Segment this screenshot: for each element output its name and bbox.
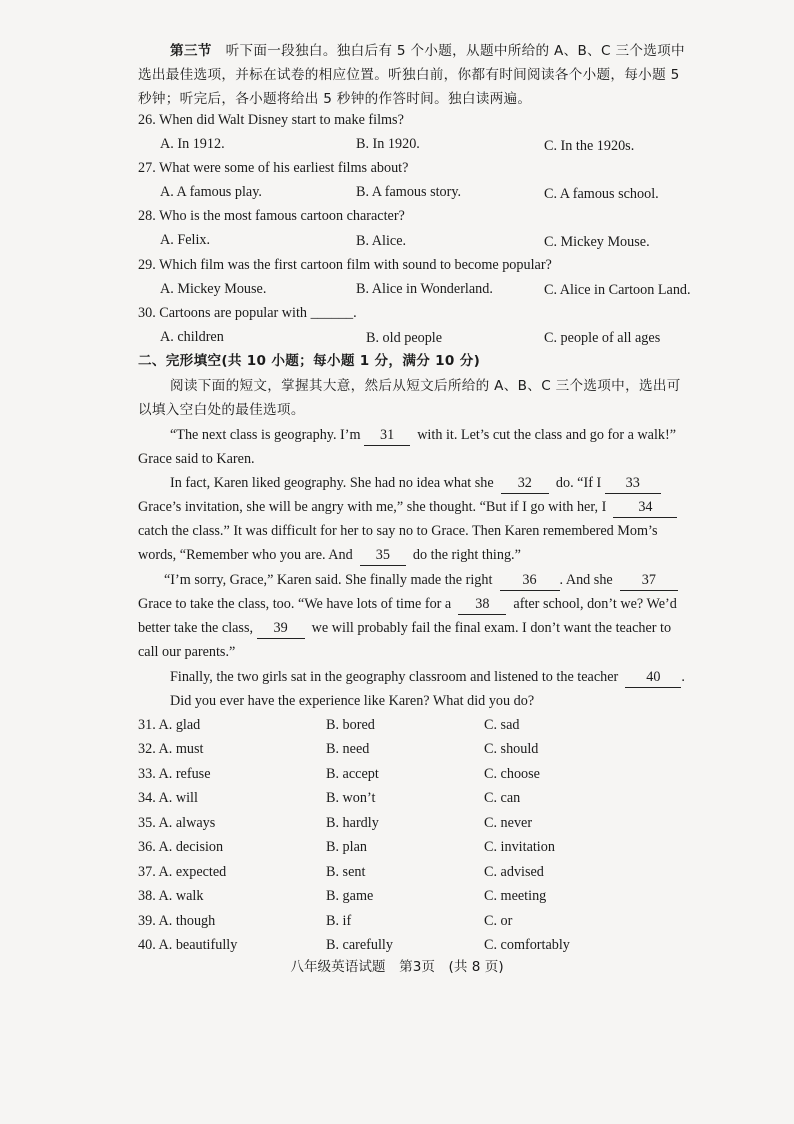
- option-32-b: B. need: [326, 741, 370, 757]
- q29-option-c: C. Alice in Cartoon Land.: [544, 282, 691, 298]
- passage-text: with it. Let’s cut the class and go for a walk!”: [417, 427, 677, 443]
- passage-text: Grace to take the class, too. “We have lots of time for a: [138, 596, 452, 612]
- option-37-c: C. advised: [484, 864, 544, 880]
- passage-text: after school, don’t we? We’d: [513, 596, 677, 612]
- option-40-a: 40. A. beautifully: [138, 937, 238, 953]
- option-39-c: C. or: [484, 913, 513, 929]
- option-38-c: C. meeting: [484, 888, 547, 904]
- passage-text: Grace’s invitation, she will be angry with me,” she thought. “But if I go with her, I: [138, 499, 607, 515]
- passage-text: “I’m sorry, Grace,” Karen said. She finally made the right: [164, 572, 493, 588]
- option-32-a: 32. A. must: [138, 741, 204, 757]
- option-31-c: C. sad: [484, 717, 520, 733]
- q30-option-a: A. children: [160, 329, 224, 345]
- option-35-b: B. hardly: [326, 815, 379, 831]
- option-35-c: C. never: [484, 815, 533, 831]
- option-33-b: B. accept: [326, 766, 379, 782]
- passage-text: do. “If I: [555, 475, 602, 491]
- option-40-b: B. carefully: [326, 937, 393, 953]
- option-31-a: 31. A. glad: [138, 717, 201, 733]
- option-38-a: 38. A. walk: [138, 888, 204, 904]
- section3-heading: 第三节: [170, 43, 212, 59]
- passage-line: [170, 667, 685, 688]
- blank-37: 37: [620, 570, 678, 591]
- option-36-c: C. invitation: [484, 839, 555, 855]
- question-29: 29. Which film was the first cartoon film with sound to become popular?: [138, 257, 552, 273]
- q26-option-b: B. In 1920.: [356, 136, 420, 152]
- passage-line: [138, 545, 521, 566]
- cloze-instruction-line2: 以填入空白处的最佳选项。: [138, 402, 305, 418]
- blank-35: 35: [360, 545, 406, 566]
- option-39-b: B. if: [326, 913, 352, 929]
- q26-option-a: A. In 1912.: [160, 136, 225, 152]
- passage-line: [138, 497, 677, 518]
- passage-line: [170, 425, 676, 446]
- blank-34: 34: [613, 497, 677, 518]
- passage-text: .: [681, 669, 685, 685]
- blank-31: 31: [364, 425, 410, 446]
- option-33-c: C. choose: [484, 766, 540, 782]
- option-34-c: C. can: [484, 790, 521, 806]
- option-39-a: 39. A. though: [138, 913, 216, 929]
- option-36-b: B. plan: [326, 839, 367, 855]
- passage-text: Finally, the two girls sat in the geography classroom and listened to the teacher: [170, 669, 619, 685]
- option-35-a: 35. A. always: [138, 815, 216, 831]
- passage-line: Did you ever have the experience like Karen? What did you do?: [170, 693, 535, 709]
- blank-33: 33: [605, 473, 661, 494]
- option-37-b: B. sent: [326, 864, 366, 880]
- passage-line: catch the class.” It was difficult for her to say no to Grace. Then Karen remembered Mom’s: [138, 523, 658, 539]
- blank-38: 38: [458, 594, 506, 615]
- question-26: 26. When did Walt Disney start to make films?: [138, 112, 404, 128]
- passage-text: better take the class,: [138, 620, 254, 636]
- q28-option-a: A. Felix.: [160, 232, 211, 248]
- passage-text: “The next class is geography. I’m: [170, 427, 361, 443]
- blank-39: 39: [257, 618, 305, 639]
- cloze-instruction-line1: 阅读下面的短文，掌握其大意，然后从短文后所给的 A、B、C 三个选项中，选出可: [170, 378, 681, 394]
- q28-option-b: B. Alice.: [356, 233, 407, 249]
- passage-line: Grace said to Karen.: [138, 451, 255, 467]
- passage-text: . And she: [559, 572, 613, 588]
- question-27: 27. What were some of his earliest films about?: [138, 160, 409, 176]
- q29-option-b: B. Alice in Wonderland.: [356, 281, 493, 297]
- option-40-c: C. comfortably: [484, 937, 570, 953]
- q26-option-c: C. In the 1920s.: [544, 138, 635, 154]
- section3-instruction-line3: 秒钟；听完后，各小题将给出 5 秒钟的作答时间。独白读两遍。: [138, 91, 532, 107]
- option-38-b: B. game: [326, 888, 374, 904]
- option-33-a: 33. A. refuse: [138, 766, 211, 782]
- passage-text: do the right thing.”: [412, 547, 521, 563]
- passage-line: [138, 594, 677, 615]
- option-31-b: B. bored: [326, 717, 375, 733]
- q27-option-b: B. A famous story.: [356, 184, 462, 200]
- blank-40: 40: [625, 667, 681, 688]
- cloze-section-title: 二、完形填空(共 10 小题；每小题 1 分，满分 10 分): [138, 353, 481, 369]
- passage-line: [170, 473, 661, 494]
- passage-text: words, “Remember who you are. And: [138, 547, 353, 563]
- question-30: 30. Cartoons are popular with ______.: [138, 305, 357, 321]
- section3-instruction-line2: 选出最佳选项，并标在试卷的相应位置。听独白前，你都有时间阅读各个小题，每小题 5: [138, 67, 680, 83]
- passage-line: [164, 570, 678, 591]
- page-footer: 八年级英语试题 第3页 (共 8 页): [290, 959, 504, 975]
- blank-32: 32: [501, 473, 549, 494]
- option-34-b: B. won’t: [326, 790, 376, 806]
- option-36-a: 36. A. decision: [138, 839, 224, 855]
- q29-option-a: A. Mickey Mouse.: [160, 281, 267, 297]
- passage-text: In fact, Karen liked geography. She had no idea what she: [170, 475, 494, 491]
- q27-option-c: C. A famous school.: [544, 186, 659, 202]
- option-34-a: 34. A. will: [138, 790, 198, 806]
- passage-text: we will probably fail the final exam. I don’t want the teacher to: [311, 620, 672, 636]
- passage-line: [138, 618, 671, 639]
- q30-option-b: B. old people: [366, 330, 443, 346]
- q27-option-a: A. A famous play.: [160, 184, 262, 200]
- q30-option-c: C. people of all ages: [544, 330, 661, 346]
- option-37-a: 37. A. expected: [138, 864, 227, 880]
- blank-36: 36: [500, 570, 560, 591]
- passage-line: call our parents.”: [138, 644, 236, 660]
- section3-text-1: 听下面一段独白。独白后有 5 个小题，从题中所给的 A、B、C 三个选项中: [225, 43, 685, 59]
- option-32-c: C. should: [484, 741, 539, 757]
- question-28: 28. Who is the most famous cartoon character?: [138, 208, 405, 224]
- section3-instruction-line1: [170, 41, 685, 61]
- q28-option-c: C. Mickey Mouse.: [544, 234, 650, 250]
